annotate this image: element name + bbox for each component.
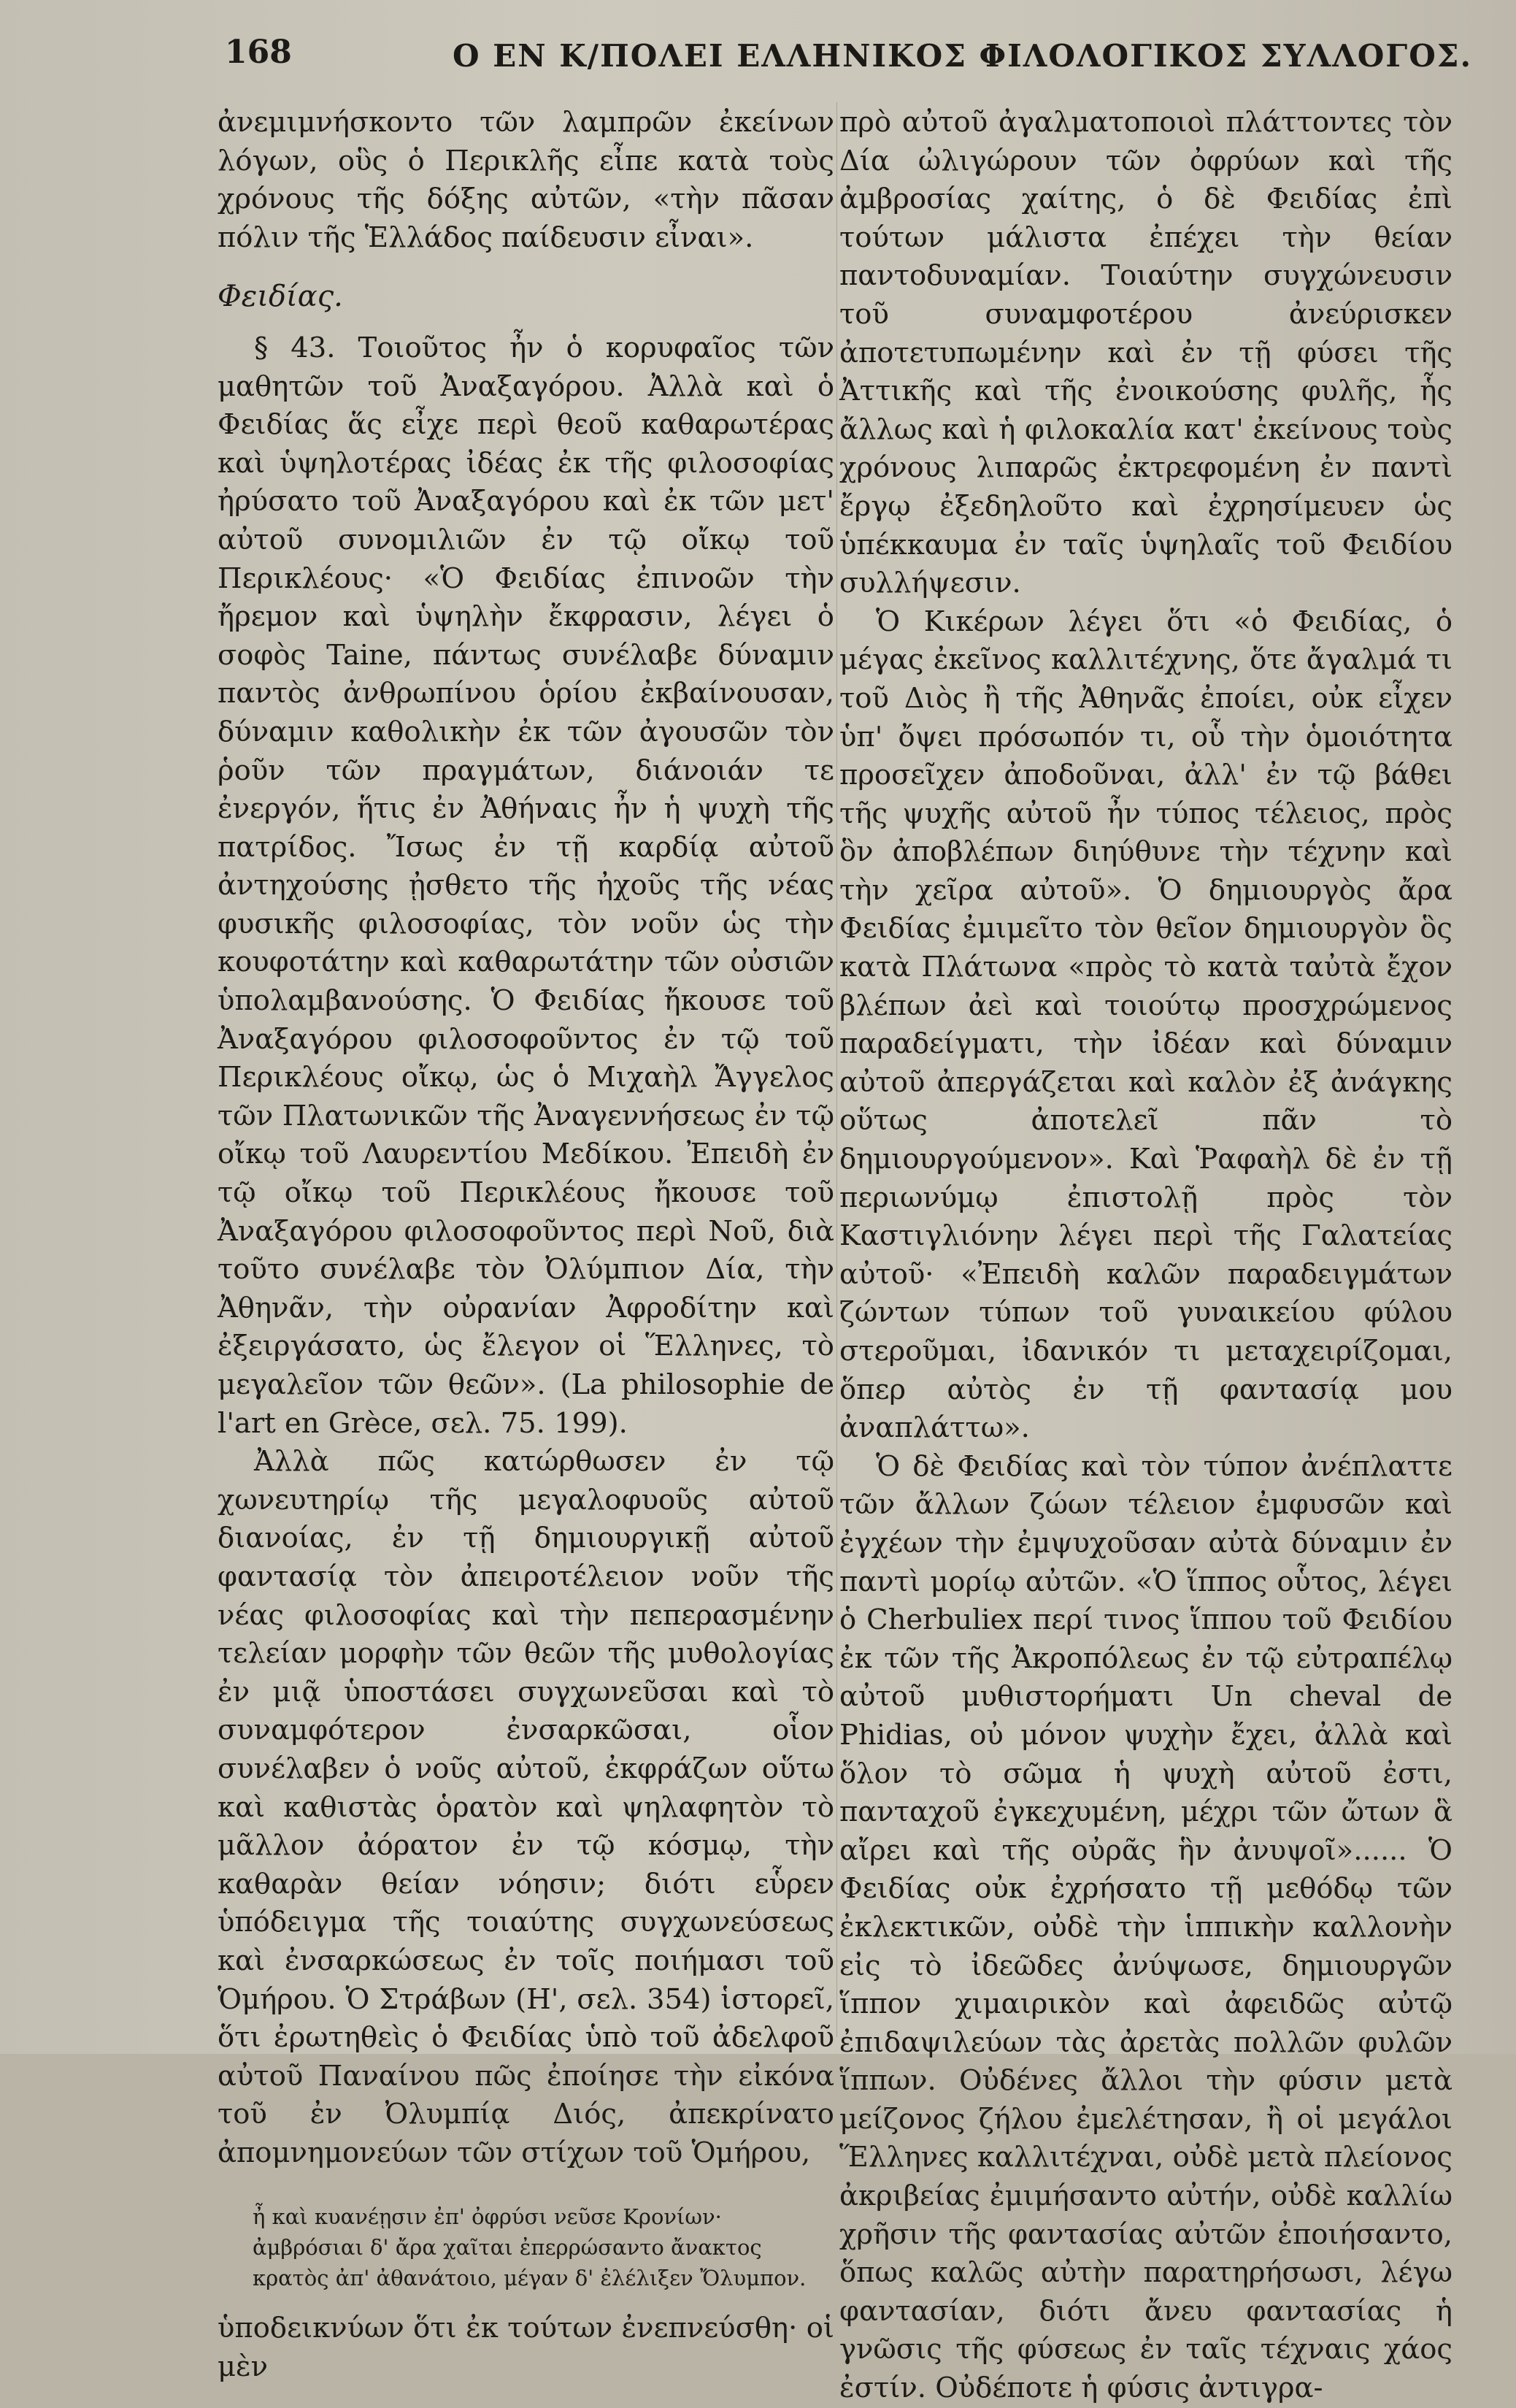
column-divider: [836, 102, 837, 2037]
right-column: [839, 104, 1452, 2408]
left-column: [218, 104, 834, 2387]
running-title: Ο ΕΝ Κ/ΠΟΛΕΙ ΕΛΛΗΝΙΚΟΣ ΦΙΛΟΛΟΓΙΚΟΣ ΣΥΛΛΟΓΟΣ.: [453, 38, 1473, 74]
paragraph: ὑποδεικνύων ὅτι ἐκ τούτων ἐνεπνεύσθη· οἱ μὲν: [218, 2312, 834, 2384]
quote-line: κρατὸς ἀπ' ἀθανάτοιο, μέγαν δ' ἐλέλιξεν Ὄλυμπον.: [253, 2266, 807, 2291]
section-subheading: Φειδίας.: [218, 280, 343, 314]
quote-line: ἀμβρόσιαι δ' ἄρα χαῖται ἐπερρώσαντο ἄνακτος: [253, 2235, 762, 2261]
paragraph: Ἀλλὰ πῶς κατώρθωσεν ἐν τῷ χωνευτηρίῳ τῆς μεγαλοφυοῦς αὐτοῦ διανοίας, ἐν τῇ δημιουργικῇ αὐτοῦ φαντασίᾳ τὸν ἀπειροτέλειον νοῦν τῆς νέας φιλοσοφίας καὶ τὴν πεπερασμένην τελείαν μορφὴν τῶν θεῶν τῆς μυθολογίας ἐν μιᾷ ὑποστάσει συγχωνεῦσαι καὶ τὸ συναμφότερον ἐνσαρκῶσαι, οἷον συνέλαβεν ὁ νοῦς αὐτοῦ, ἐκφράζων οὕτω καὶ καθιστὰς ὁρατὸν καὶ ψηλαφητὸν τὸ μᾶλλον ἀόρατον ἐν τῷ κόσμῳ, τὴν καθαρὰν θείαν νόησιν; διότι εὗρεν ὑπόδειγμα τῆς τοιαύτης συγχωνεύσεως καὶ ἐνσαρκώσεως ἐν τοῖς ποιήμασι τοῦ Ὁμήρου. Ὁ Στράβων (Η', σελ. 354) ἱστορεῖ, ὅτι ἐρωτηθεὶς ὁ Φειδίας ὑπὸ τοῦ ἀδελφοῦ αὐτοῦ Παναίνου πῶς ἐποίησε τὴν εἰκόνα τοῦ ἐν Ὀλυμπίᾳ Διός, ἀπεκρίνατο ἀπομνημονεύων τῶν στίχων τοῦ Ὁμήρου,: [218, 1445, 834, 2169]
homer-quote: [253, 2201, 834, 2293]
quote-line: ἦ καὶ κυανέῃσιν ἐπ' ὀφρύσι νεῦσε Κρονίων·: [253, 2204, 722, 2230]
paragraph: πρὸ αὐτοῦ ἀγαλματοποιοὶ πλάττοντες τὸν Δία ὠλιγώρουν τῶν ὀφρύων καὶ τῆς ἀμβροσίας χαίτης, ὁ δὲ Φειδίας ἐπὶ τούτων μάλιστα ἐπέχει τὴν θείαν παντοδυναμίαν. Τοιαύτην συγχώνευσιν τοῦ συναμφοτέρου ἀνεύρισκεν ἀποτετυπωμένην καὶ ἐν τῇ φύσει τῆς Ἀττικῆς καὶ τῆς ἐνοικούσης φυλῆς, ἧς ἄλλως καὶ ἡ φιλοκαλία κατ' ἐκείνους τοὺς χρόνους λιπαρῶς ἐκτρεφομένη ἐν παντὶ ἔργῳ ἐξεδηλοῦτο καὶ ἐχρησίμευεν ὡς ὑπέκκαυμα ἐν ταῖς ὑψηλαῖς τοῦ Φειδίου συλλήψεσιν.: [839, 106, 1452, 600]
paragraph: ἀνεμιμνήσκοντο τῶν λαμπρῶν ἐκείνων λόγων, οὓς ὁ Περικλῆς εἶπε κατὰ τοὺς χρόνους τῆς δόξης αὐτῶν, «τὴν πᾶσαν πόλιν τῆς Ἑλλάδος παίδευσιν εἶναι».: [218, 106, 834, 254]
paragraph: Ὁ Κικέρων λέγει ὅτι «ὁ Φειδίας, ὁ μέγας ἐκεῖνος καλλιτέχνης, ὅτε ἄγαλμά τι τοῦ Διὸς ἢ τῆς Ἀθηνᾶς ἐποίει, οὐκ εἶχεν ὑπ' ὄψει πρόσωπόν τι, οὗ τὴν ὁμοιότητα προσεῖχεν ἀποδοῦναι, ἀλλ' ἐν τῷ βάθει τῆς ψυχῆς αὐτοῦ ἦν τύπος τέλειος, πρὸς ὃν ἀποβλέπων διηύθυνε τὴν τέχνην καὶ τὴν χεῖρα αὐτοῦ». Ὁ δημιουργὸς ἄρα Φειδίας ἐμιμεῖτο τὸν θεῖον δημιουργὸν ὃς κατὰ Πλάτωνα «πρὸς τὸ κατὰ ταὐτὰ ἔχον βλέπων ἀεὶ καὶ τοιούτῳ προσχρώμενος παραδείγματι, τὴν ἰδέαν καὶ δύναμιν αὐτοῦ ἀπεργάζεται καὶ καλὸν ἐξ ἀνάγκης οὕτως ἀποτελεῖ πᾶν τὸ δημιουργούμενον». Καὶ Ῥαφαὴλ δὲ ἐν τῇ περιωνύμῳ ἐπιστολῇ πρὸς τὸν Καστιγλιόνην λέγει περὶ τῆς Γαλατείας αὐτοῦ· «Ἐπειδὴ καλῶν παραδειγμάτων ζώντων τύπων τοῦ γυναικείου φύλου στεροῦμαι, ἰδανικόν τι μεταχειρίζομαι, ὅπερ αὐτὸς ἐν τῇ φαντασίᾳ μου ἀναπλάττω».: [839, 605, 1452, 1445]
paragraph: Ὁ δὲ Φειδίας καὶ τὸν τύπον ἀνέπλαττε τῶν ἄλλων ζώων τέλειον ἐμφυσῶν καὶ ἐγχέων τὴν ἐμψυχοῦσαν αὐτὰ δύναμιν ἐν παντὶ μορίῳ αὐτῶν. «Ὁ ἵππος οὗτος, λέγει ὁ Cherbuliex περί τινος ἵππου τοῦ Φειδίου ἐκ τῶν τῆς Ἀκροπόλεως ἐν τῷ εὐτραπέλῳ αὐτοῦ μυθιστορήματι Un cheval de Phidias, οὐ μόνον ψυχὴν ἔχει, ἀλλὰ καὶ ὅλον τὸ σῶμα ἡ ψυχὴ αὐτοῦ ἐστι, πανταχοῦ ἐγκεχυμένη, μέχρι τῶν ὤτων ἃ αἴρει καὶ τῆς οὐρᾶς ἣν ἀνυψοῖ»...... Ὁ Φειδίας οὐκ ἐχρήσατο τῇ μεθόδῳ τῶν ἐκλεκτικῶν, οὐδὲ τὴν ἱππικὴν καλλονὴν εἰς τὸ ἰδεῶδες ἀνύψωσε, δημιουργῶν ἵππον χιμαιρικὸν καὶ ἀφειδῶς αὐτῷ ἐπιδαψιλεύων τὰς ἀρετὰς πολλῶν φυλῶν ἵππων. Οὐδένες ἄλλοι τὴν φύσιν μετὰ μείζονος ζήλου ἐμελέτησαν, ἢ οἱ μεγάλοι Ἕλληνες καλλιτέχναι, οὐδὲ μετὰ πλείονος ἀκριβείας ἐμιμήσαντο αὐτήν, οὐδὲ καλλίω χρῆσιν τῆς φαντασίας αὐτῶν ἐποιήσαντο, ὅπως καλῶς αὐτὴν παρατηρήσωσι, λέγω φαντασίαν, διότι ἄνευ φαντασίας ἡ γνῶσις τῆς φύσεως ἐν ταῖς τέχναις χάος ἐστίν. Οὐδέποτε ἡ φύσις ἀντιγρα-: [839, 1449, 1452, 2405]
page-number: 168: [225, 34, 292, 71]
paragraph: § 43. Τοιοῦτος ἦν ὁ κορυφαῖος τῶν μαθητῶν τοῦ Ἀναξαγόρου. Ἀλλὰ καὶ ὁ Φειδίας ἅς εἶχε περὶ θεοῦ καθαρωτέρας καὶ ὑψηλοτέρας ἰδέας ἐκ τῆς φιλοσοφίας ἠρύσατο τοῦ Ἀναξαγόρου καὶ ἐκ τῶν μετ' αὐτοῦ συνομιλιῶν ἐν τῷ οἴκῳ τοῦ Περικλέους· «Ὁ Φειδίας ἐπινοῶν τὴν ἤρεμον καὶ ὑψηλὴν ἔκφρασιν, λέγει ὁ σοφὸς Taine, πάντως συνέλαβε δύναμιν παντὸς ἀνθρωπίνου ὁρίου ἐκβαίνουσαν, δύναμιν καθολικὴν ἐκ τῶν ἀγουσῶν τὸν ῥοῦν τῶν πραγμάτων, διάνοιάν τε ἐνεργόν, ἥτις ἐν Ἀθήναις ἦν ἡ ψυχὴ τῆς πατρίδος. Ἴσως ἐν τῇ καρδίᾳ αὐτοῦ ἀντηχούσης ᾐσθετο τῆς ἠχοῦς τῆς νέας φυσικῆς φιλοσοφίας, τὸν νοῦν ὡς τὴν κουφοτάτην καὶ καθαρωτάτην τῶν οὐσιῶν ὑπολαμβανούσης. Ὁ Φειδίας ἤκουσε τοῦ Ἀναξαγόρου φιλοσοφοῦντος ἐν τῷ τοῦ Περικλέους οἴκῳ, ὡς ὁ Μιχαὴλ Ἄγγελος τῶν Πλατωνικῶν τῆς Ἀναγεννήσεως ἐν τῷ οἴκῳ τοῦ Λαυρεντίου Μεδίκου. Ἐπειδὴ ἐν τῷ οἴκῳ τοῦ Περικλέους ἤκουσε τοῦ Ἀναξαγόρου φιλοσοφοῦντος περὶ Νοῦ, διὰ τοῦτο συνέλαβε τὸν Ὀλύμπιον Δία, τὴν Ἀθηνᾶν, τὴν οὐρανίαν Ἀφροδίτην καὶ ἐξειργάσατο, ὡς ἔλεγον οἱ Ἕλληνες, τὸ μεγαλεῖον τῶν θεῶν». (La philosophie de l'art en Grèce, σελ. 75. 199).: [218, 331, 834, 1440]
